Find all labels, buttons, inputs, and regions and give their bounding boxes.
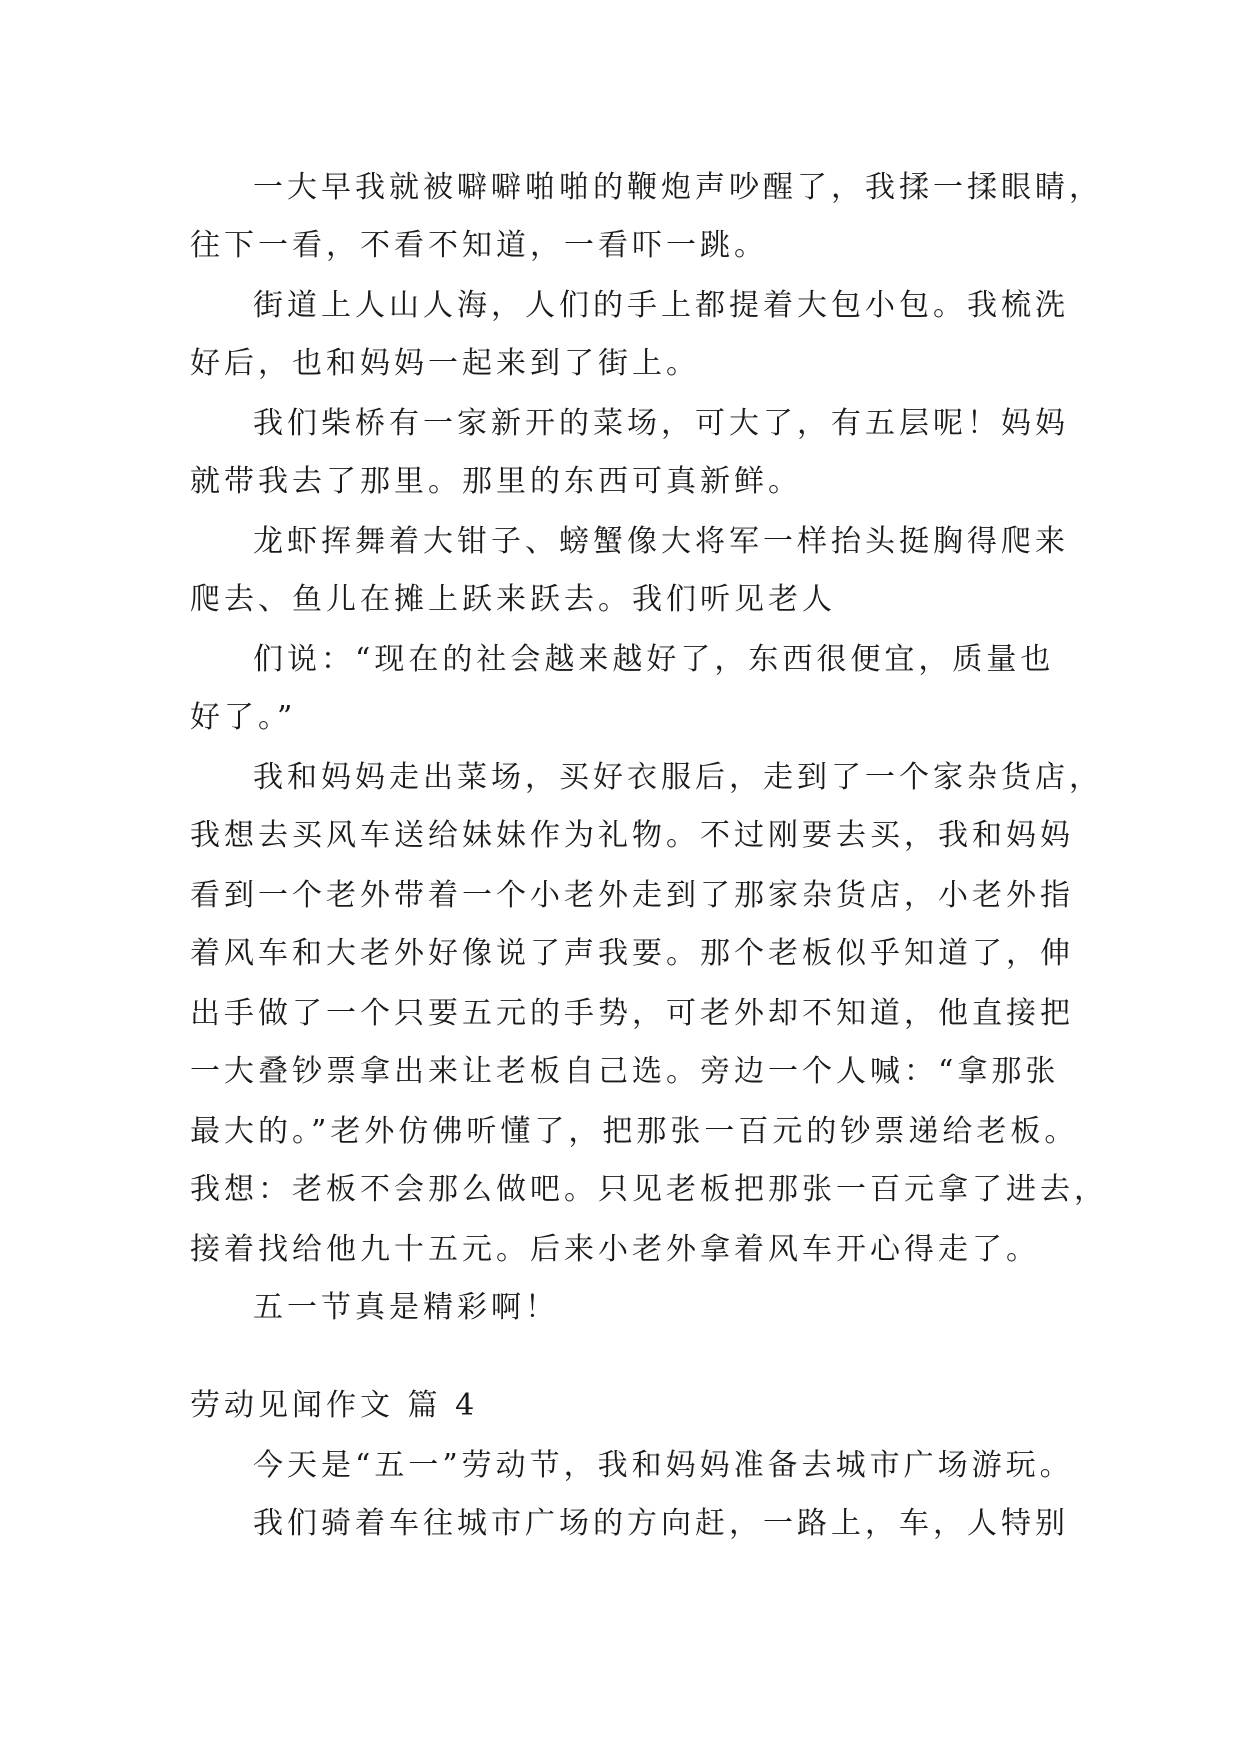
text-line: 最大的。”老外仿佛听懂了，把那张一百元的钞票递给老板。 [190, 1114, 1079, 1149]
text-line: 我和妈妈走出菜场，买好衣服后，走到了一个家杂货店， [253, 760, 1103, 795]
section-heading: 劳动见闻作文 篇 4 [190, 1388, 479, 1423]
text-line: 接着找给他九十五元。后来小老外拿着风车开心得走了。 [190, 1232, 1040, 1267]
text-line: 好了。” [190, 700, 297, 735]
text-line: 出手做了一个只要五元的手势，可老外却不知道，他直接把 [190, 996, 1074, 1031]
text-line: 们说：“现在的社会越来越好了，东西很便宜，质量也 [253, 642, 1055, 677]
text-line: 我想去买风车送给妹妹作为礼物。不过刚要去买，我和妈妈 [190, 818, 1074, 853]
text-line: 看到一个老外带着一个小老外走到了那家杂货店，小老外指 [190, 878, 1074, 913]
text-line: 今天是“五一”劳动节，我和妈妈准备去城市广场游玩。 [253, 1448, 1074, 1483]
text-line: 街道上人山人海，人们的手上都提着大包小包。我梳洗 [253, 288, 1069, 323]
text-line: 龙虾挥舞着大钳子、螃蟹像大将军一样抬头挺胸得爬来 [253, 524, 1069, 559]
text-line: 五一节真是精彩啊！ [253, 1290, 559, 1325]
text-line: 爬去、鱼儿在摊上跃来跃去。我们听见老人 [190, 582, 836, 617]
text-line: 我们骑着车往城市广场的方向赶，一路上，车，人特别 [253, 1506, 1069, 1541]
text-line: 着风车和大老外好像说了声我要。那个老板似乎知道了，伸 [190, 936, 1074, 971]
text-line: 好后，也和妈妈一起来到了街上。 [190, 346, 700, 381]
text-line: 就带我去了那里。那里的东西可真新鲜。 [190, 464, 802, 499]
text-line: 往下一看，不看不知道，一看吓一跳。 [190, 228, 768, 263]
text-line: 一大叠钞票拿出来让老板自己选。旁边一个人喊：“拿那张 [190, 1054, 1060, 1089]
text-line: 一大早我就被噼噼啪啪的鞭炮声吵醒了，我揉一揉眼睛， [253, 170, 1103, 205]
text-line: 我们柴桥有一家新开的菜场，可大了，有五层呢！妈妈 [253, 406, 1069, 441]
text-line: 我想：老板不会那么做吧。只见老板把那张一百元拿了进去， [190, 1172, 1108, 1207]
